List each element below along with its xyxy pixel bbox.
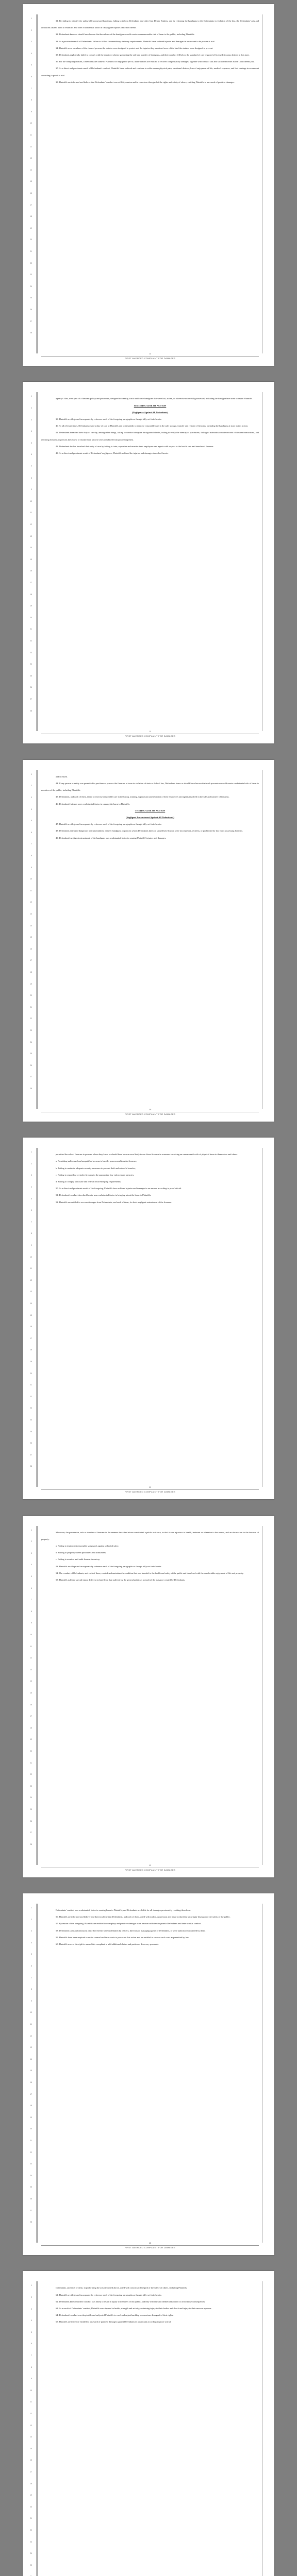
line-number: 2 xyxy=(31,1162,32,1165)
line-number: 18 xyxy=(30,971,32,973)
line-number: 5 xyxy=(31,2331,32,2333)
line-number: 19 xyxy=(30,982,32,985)
line-number: 14 xyxy=(30,1680,32,1683)
paragraph: 53. Plaintiffs re-allege and incorporate by reference each of the foregoing paragraphs as though fully set forth herein. xyxy=(56,1565,162,1568)
line-number: 27 xyxy=(30,1076,32,1078)
line-number: 13 xyxy=(30,1668,32,1671)
paragraph: 59. Plaintiffs have been required to retain counsel and incur costs to prosecute this action and are entitled to recover such costs as permitted by law. xyxy=(56,1936,189,1939)
line-number: 1 xyxy=(31,1529,32,1531)
line-number: 20 xyxy=(30,616,32,619)
page-body xyxy=(41,2284,259,2325)
line-number: 16 xyxy=(30,947,32,950)
line-number: 25 xyxy=(30,674,32,677)
margin-rule xyxy=(37,392,38,731)
line-number: 1 xyxy=(31,18,32,20)
line-number: 19 xyxy=(30,1738,32,1741)
line-number: 3 xyxy=(31,418,32,421)
paragraph: 45. Defendants, and each of them, failed to exercise reasonable care in the hiring, training, supervision and retention of their employees and agents involved in the sale and transfer of firearms. xyxy=(56,795,229,799)
line-number: 26 xyxy=(30,2198,32,2200)
line-number: 15 xyxy=(30,2447,32,2450)
line-number: 24 xyxy=(30,285,32,287)
line-number: 1 xyxy=(31,395,32,398)
paragraph: 37. As a direct and proximate result of Defendants' conduct, Plaintiffs have suffered and continue to suffer severe physical pain, emotional distress, loss of enjoyment of life, medical expenses, and lost earnings in an amount according to proof at trial. xyxy=(41,67,259,77)
line-number: 20 xyxy=(30,2128,32,2130)
paragraph: a. Failing to implement reasonable safeguards against unlawful sales; xyxy=(56,1545,119,1547)
line-number: 17 xyxy=(30,204,32,206)
paragraph: 41. Defendants breached their duty of care by, among other things, failing to conduct adequate background checks, failing to verify the identity of purchasers, failing to maintain accurate records of firearm transactions, and releasing firearms to persons they knew or should have known were prohibited from possessing them. xyxy=(41,431,259,441)
paragraph: 54. The conduct of Defendants, and each of them, created and maintained a condition that was harmful to the health and safety of the public and interfered with the comfortable enjoyment of life and property. xyxy=(56,1571,244,1574)
line-number: 8 xyxy=(31,854,32,857)
paragraph: c. Failing to monitor and audit firearm inventory. xyxy=(56,1558,101,1561)
margin-rule xyxy=(37,2281,38,2576)
line-number: 22 xyxy=(30,2151,32,2154)
line-number: 9 xyxy=(31,1622,32,1624)
line-number: 21 xyxy=(30,250,32,252)
line-number: 22 xyxy=(30,1395,32,1398)
margin-rule xyxy=(262,14,263,353)
line-number: 11 xyxy=(30,1645,32,1648)
page-body xyxy=(41,1907,259,1947)
document-page xyxy=(23,1516,274,1877)
line-number: 16 xyxy=(30,570,32,572)
section-heading: THIRD CAUSE OF ACTION xyxy=(135,809,166,812)
paragraph: 40. At all relevant times, Defendants owed a duty of care to Plaintiffs and to the public to exercise reasonable care in the sale, storage, transfer and release of firearms, including the handguns at issue in this action. xyxy=(56,425,249,428)
line-number: 15 xyxy=(30,558,32,561)
margin-rule xyxy=(36,14,37,353)
page-footer xyxy=(41,352,259,360)
line-number: 14 xyxy=(30,924,32,927)
paragraph: 63. As a result of Defendants' conduct, Plaintiffs were injured in health, strength and activity, sustaining injury to their bodies and shock and injury to their nervous systems. xyxy=(56,2307,212,2310)
paragraph: 62. Defendants knew that their conduct was likely to result in injury to members of the public, and they willfully and deliberately failed to avoid those consequences. xyxy=(56,2300,206,2303)
line-number: 13 xyxy=(30,157,32,160)
line-number: 14 xyxy=(30,2436,32,2438)
page-body xyxy=(41,1529,259,1584)
line-number: 13 xyxy=(30,2424,32,2427)
line-number: 23 xyxy=(30,274,32,276)
line-number: 28 xyxy=(30,1087,32,1090)
line-number: 11 xyxy=(30,889,32,892)
paragraph: 55. Plaintiffs suffered special injury different in kind from that suffered by the general public as a result of the nuisance created by Defendants. xyxy=(56,1579,185,1582)
paragraph: 43. As a direct and proximate result of Defendants' negligence, Plaintiffs suffered the injuries and damages described herein. xyxy=(56,452,169,455)
line-number: 12 xyxy=(30,2412,32,2415)
page-number: 13 xyxy=(148,2242,152,2244)
paragraph: 56. Plaintiffs are informed and believe and thereon allege that Defendants, and each of them, acted with malice, oppression and fraud in that they knowingly disregarded the safety of the public. xyxy=(56,1916,230,1919)
line-number: 17 xyxy=(30,959,32,962)
margin-rule xyxy=(36,1148,37,1487)
line-number: 16 xyxy=(30,2459,32,2462)
line-number: 10 xyxy=(30,122,32,125)
line-number: 25 xyxy=(30,1430,32,1433)
line-number: 17 xyxy=(30,1337,32,1340)
line-number: 25 xyxy=(30,297,32,299)
line-number: 19 xyxy=(30,2116,32,2119)
paragraph: permitted the sale of firearms to persons whom they knew or should have known were likely to use those firearms in a manner involving an unreasonable risk of physical harm to themselves and others. xyxy=(56,1153,238,1156)
line-number: 12 xyxy=(30,901,32,904)
line-number: 12 xyxy=(30,523,32,526)
line-number: 8 xyxy=(31,2366,32,2368)
line-number: 20 xyxy=(30,239,32,241)
line-number: 6 xyxy=(31,2343,32,2345)
line-number: 19 xyxy=(30,227,32,229)
line-number: 15 xyxy=(30,2070,32,2072)
line-number: 11 xyxy=(30,134,32,136)
paragraph: 42. Defendants further breached their duty of care by failing to train, supervise and monitor their employees and agents with respect to the lawful sale and transfer of firearms. xyxy=(56,445,214,448)
line-number: 18 xyxy=(30,1349,32,1351)
line-number: 25 xyxy=(30,2186,32,2189)
page-number: 10 xyxy=(148,1108,152,1111)
line-number: 1 xyxy=(31,1907,32,1909)
line-number: 6 xyxy=(31,1965,32,1967)
line-number: 9 xyxy=(31,488,32,491)
line-number: 5 xyxy=(31,64,32,66)
paragraph: 60. Plaintiffs reserve the right to amend this complaint to add additional claims and parties as discovery proceeds. xyxy=(56,1943,159,1946)
line-number: 12 xyxy=(30,145,32,148)
paragraph: 57. By reason of the foregoing, Plaintiffs are entitled to exemplary and punitive damages in an amount sufficient to punish Defendants and deter similar conduct. xyxy=(56,1922,202,1925)
line-number: 18 xyxy=(30,2482,32,2485)
document-page xyxy=(23,760,274,1122)
section-heading: (Negligent Entrustment Against All Defendants) xyxy=(126,816,174,819)
margin-rule xyxy=(36,770,37,1109)
line-number: 3 xyxy=(31,41,32,43)
line-number: 16 xyxy=(30,1703,32,1706)
line-number: 5 xyxy=(31,1953,32,1956)
line-number: 15 xyxy=(30,180,32,183)
paragraph: 44. If any person or entity was permitted to purchase or possess the firearms at issue in violation of state or federal law, Defendants knew or should have known that such possession would create a substantial risk of harm to members of the public, including Plaintiffs. xyxy=(41,782,259,792)
line-number: 7 xyxy=(31,1599,32,1601)
line-number: 11 xyxy=(30,2023,32,2025)
line-number: 24 xyxy=(30,1797,32,1799)
line-number: 12 xyxy=(30,1279,32,1281)
page-number: 9 xyxy=(149,730,151,733)
line-number: 25 xyxy=(30,1053,32,1055)
line-number: 11 xyxy=(30,1267,32,1270)
line-number: 10 xyxy=(30,2011,32,2014)
paragraph: 31. By failing to identify the unlawfully possessed handguns, failing to inform Defendants and other Gun Dealer Entities, and by releasing the handguns to the Defendants in violation of the law, the Defendants' acts and omissions caused harm to Plaintiffs and were a substantial factor in causing the injuries described herein. xyxy=(41,20,259,29)
line-number: 7 xyxy=(31,2354,32,2357)
line-number: 24 xyxy=(30,2552,32,2555)
page-footer xyxy=(41,730,259,737)
paragraph: 61. Plaintiffs re-allege and incorporate by reference each of the foregoing paragraphs as though fully set forth herein. xyxy=(56,2293,162,2296)
line-number: 11 xyxy=(30,2401,32,2403)
line-number: 22 xyxy=(30,1773,32,1776)
line-number: 6 xyxy=(31,1587,32,1589)
margin-rule xyxy=(37,1526,38,1865)
line-number: 24 xyxy=(30,1418,32,1421)
line-number: 24 xyxy=(30,2174,32,2177)
line-number: 25 xyxy=(30,1808,32,1810)
line-number: 21 xyxy=(30,1761,32,1764)
line-number: 21 xyxy=(30,2517,32,2520)
line-number: 11 xyxy=(30,512,32,514)
paragraph: and licensed. xyxy=(56,775,68,778)
line-number: 19 xyxy=(30,2494,32,2497)
paragraph: Defendants' conduct was a substantial factor in causing harm to Plaintiffs, and Defendants are liable for all damages proximately resulting therefrom. xyxy=(56,1909,191,1911)
line-number: 5 xyxy=(31,1197,32,1200)
paragraph: 49. Defendants' negligent entrustment of the handguns was a substantial factor in causing Plaintiffs' injuries and damages. xyxy=(56,836,167,839)
line-number: 23 xyxy=(30,1407,32,1410)
margin-rule xyxy=(37,1148,38,1487)
line-number: 16 xyxy=(30,192,32,194)
footer-title: FIRST AMENDED COMPLAINT FOR DAMAGES xyxy=(41,1489,259,1493)
line-number: 13 xyxy=(30,535,32,537)
line-number: 8 xyxy=(31,1610,32,1613)
paragraph: d. Failing to comply with state and federal record-keeping requirements. xyxy=(56,1180,122,1183)
line-number: 8 xyxy=(31,477,32,479)
margin-rule xyxy=(37,1904,38,2243)
line-number: 26 xyxy=(30,1820,32,1822)
margin-rule xyxy=(36,1904,37,2243)
line-number: 23 xyxy=(30,651,32,654)
line-number: 21 xyxy=(30,2140,32,2142)
document-page xyxy=(23,1893,274,2255)
line-number: 23 xyxy=(30,2540,32,2543)
line-number: 18 xyxy=(30,215,32,218)
line-number: 1 xyxy=(31,1151,32,1154)
line-number: 1 xyxy=(31,773,32,775)
line-number: 26 xyxy=(30,309,32,311)
line-number: 2 xyxy=(31,785,32,787)
paragraph: 38. Plaintiffs are informed and believe that Defendants' conduct was willful, wanton and in conscious disregard of the rights and safety of others, entitling Plaintiffs to an award of punitive damages. xyxy=(56,80,235,83)
margin-rule xyxy=(262,770,263,1109)
line-number: 24 xyxy=(30,663,32,666)
line-number: 6 xyxy=(31,76,32,78)
line-number: 4 xyxy=(31,808,32,810)
document-page xyxy=(23,382,274,743)
line-number: 3 xyxy=(31,1174,32,1177)
page-number: 12 xyxy=(148,1863,152,1867)
paragraph: Defendants, and each of them, in performing the acts described above, acted with conscious disregard of the safety of others, including Plaintiffs. xyxy=(56,2286,188,2290)
line-number: 21 xyxy=(30,628,32,631)
margin-rule xyxy=(36,2281,37,2576)
paragraph: 52. Plaintiffs are entitled to recover damages from Defendants, and each of them, for their negligent entrustment of the firearms. xyxy=(56,1200,172,1204)
page-body xyxy=(41,1151,259,1206)
line-number: 20 xyxy=(30,994,32,997)
line-number: 18 xyxy=(30,593,32,596)
paragraph: b. Failing to properly screen purchasers and transferees; xyxy=(56,1551,107,1554)
paragraph: 34. Plaintiffs were members of the class of persons the statutes were designed to protect and the injuries they sustained were of the kind the statutes were designed to prevent. xyxy=(56,46,213,49)
paragraph: Moreover, the possession, sale or transfer of firearms in the manner described above constituted a public nuisance, in that it was injurious to health, indecent or offensive to the senses, and an obstruction to the free use of property. xyxy=(41,1531,259,1540)
footer-title: FIRST AMENDED COMPLAINT FOR DAMAGES xyxy=(41,1868,259,1871)
document-page xyxy=(23,4,274,366)
line-number: 8 xyxy=(31,1988,32,1991)
margin-rule xyxy=(36,1526,37,1865)
line-number: 28 xyxy=(30,1843,32,1845)
line-number: 9 xyxy=(31,110,32,113)
line-number: 2 xyxy=(31,1918,32,1921)
page-body xyxy=(41,18,259,86)
line-number: 27 xyxy=(30,320,32,323)
line-number: 24 xyxy=(30,1041,32,1043)
line-number: 18 xyxy=(30,1726,32,1729)
line-number: 9 xyxy=(31,866,32,869)
page-footer xyxy=(41,1864,259,1871)
line-number: 9 xyxy=(31,1244,32,1246)
line-number: 28 xyxy=(30,1465,32,1468)
line-number: 22 xyxy=(30,2529,32,2531)
line-number: 18 xyxy=(30,2105,32,2107)
line-number: 4 xyxy=(31,1185,32,1188)
page-body xyxy=(41,395,259,456)
line-number: 20 xyxy=(30,1750,32,1752)
line-number: 27 xyxy=(30,1453,32,1456)
line-number: 14 xyxy=(30,547,32,549)
line-number: 16 xyxy=(30,2081,32,2083)
line-number: 8 xyxy=(31,99,32,101)
section-heading: SECOND CAUSE OF ACTION xyxy=(134,404,167,407)
paragraph: 50. As a direct and proximate result of the foregoing, Plaintiffs have suffered injuries and damages in an amount according to proof at trial. xyxy=(56,1187,182,1190)
margin-rule xyxy=(37,14,38,353)
line-number: 21 xyxy=(30,1006,32,1008)
line-number: 14 xyxy=(30,1302,32,1304)
line-number: 13 xyxy=(30,2046,32,2049)
page-footer xyxy=(41,1108,259,1115)
margin-rule xyxy=(262,1148,263,1487)
line-number: 5 xyxy=(31,1575,32,1578)
line-number: 17 xyxy=(30,2093,32,2095)
paragraph: 58. Defendants' acts and omissions described herein were undertaken by officers, directors or managing agents of Defendants, or were authorized or ratified by them. xyxy=(56,1929,206,1932)
line-number: 17 xyxy=(30,581,32,584)
page-number: 8 xyxy=(149,352,151,355)
section-heading: (Negligence Against All Defendants) xyxy=(131,411,169,414)
line-number: 16 xyxy=(30,1326,32,1328)
line-number: 7 xyxy=(31,1221,32,1223)
line-number: 9 xyxy=(31,1999,32,2002)
paragraph: c. Failing to report lost or stolen firearms to the appropriate law enforcement agencies; xyxy=(56,1173,135,1176)
page-body xyxy=(41,773,259,841)
line-number: 5 xyxy=(31,820,32,822)
line-number: 10 xyxy=(30,1633,32,1636)
line-number: 27 xyxy=(30,2209,32,2212)
line-number: 14 xyxy=(30,168,32,171)
document-page xyxy=(23,1138,274,1499)
line-number: 12 xyxy=(30,1657,32,1659)
line-number: 4 xyxy=(31,1941,32,1944)
footer-title: FIRST AMENDED COMPLAINT FOR DAMAGES xyxy=(41,356,259,360)
line-number: 7 xyxy=(31,465,32,467)
margin-rule xyxy=(262,2281,263,2576)
line-number: 26 xyxy=(30,1064,32,1066)
line-number: 22 xyxy=(30,262,32,264)
line-number: 3 xyxy=(31,1552,32,1554)
line-number: 23 xyxy=(30,2163,32,2165)
paragraph: 48. Defendants entrusted dangerous instrumentalities, namely handguns, to persons whom Defendants knew or should have known were incompetent, reckless, or prohibited by law from possessing firearms. xyxy=(56,829,243,833)
footer-title: FIRST AMENDED COMPLAINT FOR DAMAGES xyxy=(41,2245,259,2249)
line-number: 6 xyxy=(31,831,32,834)
line-number: 10 xyxy=(30,2389,32,2392)
margin-rule xyxy=(262,1904,263,2243)
line-number: 10 xyxy=(30,1256,32,1258)
paragraph: 36. For the foregoing reasons, Defendants are liable to Plaintiffs for negligence per se, and Plaintiffs are entitled to recover compensatory damages, together with costs of suit and such other relief as the Court deems just. xyxy=(56,60,255,63)
line-number: 17 xyxy=(30,2470,32,2473)
line-number: 23 xyxy=(30,1785,32,1787)
line-number: 22 xyxy=(30,639,32,642)
line-number: 20 xyxy=(30,2505,32,2508)
margin-rule xyxy=(262,392,263,731)
line-number: 7 xyxy=(31,1976,32,1979)
line-number: 4 xyxy=(31,1564,32,1566)
line-number: 26 xyxy=(30,686,32,689)
line-number: 15 xyxy=(30,1691,32,1694)
line-number: 6 xyxy=(31,1209,32,1212)
page-footer xyxy=(41,2242,259,2249)
line-number: 27 xyxy=(30,1832,32,1834)
paragraph: 51. Defendants' conduct described herein was a substantial factor in bringing about the harm to Plaintiffs. xyxy=(56,1194,152,1197)
line-number: 10 xyxy=(30,878,32,880)
paragraph: 65. Plaintiffs are therefore entitled to an award of punitive damages against Defendants in an amount according to proof at trial. xyxy=(56,2320,172,2324)
line-number: 1 xyxy=(31,2284,32,2287)
margin-rule xyxy=(262,1526,263,1865)
paragraph: 32. Defendants knew or should have known that the release of the handguns would create an unreasonable risk of harm to the public, including Plaintiffs. xyxy=(56,33,195,36)
line-number: 2 xyxy=(31,2296,32,2298)
paragraph: 33. As a proximate result of Defendants' failure to follow the mandatory statutory requirements, Plaintiffs have suffered injuries and damages in an amount to be proven at trial. xyxy=(56,40,215,43)
line-number: 9 xyxy=(31,2378,32,2380)
line-number: 14 xyxy=(30,2058,32,2060)
paragraph: 35. Defendants negligently failed to comply with the statutory scheme governing the sale and transfer of handguns, and their conduct fell below the standard of care required of licensed firearms dealers in this state. xyxy=(56,54,250,57)
line-number: 7 xyxy=(31,843,32,845)
line-number: 4 xyxy=(31,430,32,433)
paragraph: 39. Plaintiffs re-allege and incorporate by reference each of the foregoing paragraphs as though fully set forth herein. xyxy=(56,418,162,420)
line-number: 3 xyxy=(31,796,32,799)
line-number: 20 xyxy=(30,1372,32,1375)
line-number: 21 xyxy=(30,1384,32,1386)
line-number: 28 xyxy=(30,2221,32,2224)
paragraph: b. Failing to maintain adequate security measures to prevent theft and unlawful transfer; xyxy=(56,1166,136,1170)
line-number: 26 xyxy=(30,1442,32,1445)
margin-rule xyxy=(36,392,37,731)
line-number: 22 xyxy=(30,1018,32,1020)
document-page xyxy=(23,2271,274,2576)
line-number: 3 xyxy=(31,1930,32,1933)
line-number: 25 xyxy=(30,2564,32,2566)
footer-title: FIRST AMENDED COMPLAINT FOR DAMAGES xyxy=(41,734,259,737)
line-number: 28 xyxy=(30,709,32,712)
line-number: 19 xyxy=(30,1360,32,1363)
line-number: 4 xyxy=(31,52,32,55)
line-number: 2 xyxy=(31,406,32,409)
line-number: 5 xyxy=(31,442,32,444)
line-number: 15 xyxy=(30,936,32,939)
paragraph: 47. Plaintiffs re-allege and incorporate by reference each of the foregoing paragraphs as though fully set forth herein. xyxy=(56,823,162,826)
line-number: 28 xyxy=(30,332,32,334)
line-number: 27 xyxy=(30,698,32,700)
line-number: 17 xyxy=(30,1715,32,1718)
paragraph: a. Permitting unlicensed and unqualified persons to handle, possess and transfer firearms; xyxy=(56,1160,137,1163)
page-footer xyxy=(41,1486,259,1493)
line-number: 2 xyxy=(31,1540,32,1543)
paragraph: 64. Defendants' conduct was despicable and subjected Plaintiffs to cruel and unjust hardship in conscious disregard of their rights. xyxy=(56,2314,174,2317)
line-number: 13 xyxy=(30,912,32,915)
line-number: 4 xyxy=(31,2319,32,2322)
page-number: 11 xyxy=(148,1486,152,1489)
line-number: 10 xyxy=(30,500,32,502)
paragraph: agency's files, were part of a firearms policy and procedure, designed to identify, track and locate handguns that were lost, stolen, or otherwise unlawfully possessed, including the handgun later used to injure Plaintiffs. xyxy=(56,397,253,400)
line-number: 12 xyxy=(30,2035,32,2037)
paragraph: 46. Defendants' failures were a substantial factor in causing the harm to Plaintiffs. xyxy=(56,802,130,805)
line-number: 7 xyxy=(31,87,32,90)
line-number: 2 xyxy=(31,29,32,31)
line-number: 15 xyxy=(30,1314,32,1316)
line-number: 23 xyxy=(30,1029,32,1031)
line-number: 19 xyxy=(30,605,32,607)
line-number: 3 xyxy=(31,2308,32,2310)
footer-title: FIRST AMENDED COMPLAINT FOR DAMAGES xyxy=(41,1112,259,1115)
line-number: 6 xyxy=(31,453,32,456)
line-number: 13 xyxy=(30,1291,32,1293)
line-number: 8 xyxy=(31,1232,32,1235)
margin-rule xyxy=(37,770,38,1109)
